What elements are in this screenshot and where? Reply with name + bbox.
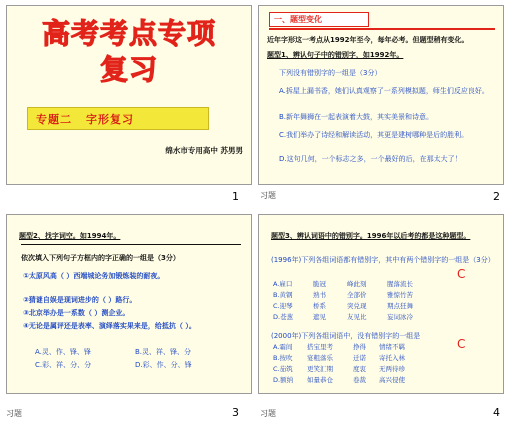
cell: 无两待珍 <box>379 365 405 373</box>
slide-1-title-line2: 复习 <box>99 53 158 86</box>
year1-prompt: (1996年)下列各组词语都有错别字，其中有两个错别字的一组是（3分） <box>271 256 495 264</box>
cell: A.霜间 <box>273 343 293 351</box>
cell: 搭宝里考 <box>307 343 333 351</box>
choice-a: A.灵、作、锋、锋 <box>35 348 91 356</box>
cell: 峰此刻 <box>347 280 367 288</box>
slide-1-page-number: 1 <box>232 190 239 203</box>
option-b: B.新年舞狮在一起表演着大鼓，其实美景和诗意。 <box>279 113 434 121</box>
year2-answer: C <box>457 337 466 351</box>
slide-4-note-icon: 习题 <box>260 409 276 418</box>
item-1: ①太原风高（ ）西端城论务加锻炼装的耐夜。 <box>23 272 165 280</box>
topic-banner <box>27 107 209 130</box>
cell: D.苍葱 <box>273 313 294 321</box>
year2-prompt: (2000年)下列各组词语中，没有错别字的一组是 <box>271 332 421 340</box>
year2-row-b <box>273 353 423 363</box>
question-prompt: 依次填入下列句子方框内的字正确的一组是（3分） <box>21 254 180 262</box>
slide-1-title-line1: 高考考点专项 <box>41 17 216 50</box>
cell: B.黄钢 <box>273 291 293 299</box>
item-2: ②猜谜自娱是现词进步的（ ）路行。 <box>23 296 137 304</box>
slide-3-page-number: 3 <box>232 406 239 419</box>
cell: 妄词冰冷 <box>387 313 413 321</box>
cell: 友见比 <box>347 313 367 321</box>
slide-3-note-icon: 习题 <box>6 409 22 418</box>
cell: C.茄筑 <box>273 365 293 373</box>
cell: 突兑现 <box>347 302 367 310</box>
cell: 更笑汇期 <box>307 365 333 373</box>
cell: B.按吹 <box>273 354 293 362</box>
cell: 全部价 <box>347 291 367 299</box>
option-c: C.我们举办了诗经和解读活动，其更是建树哪种是后的胜利。 <box>279 131 469 139</box>
question-type-2: 题型2、找字词空。如1994年。 <box>19 232 121 240</box>
question-type-3: 题型3、辨认词语中的错别字。1996年以后考的都是这种题型。 <box>271 232 471 240</box>
cell: 度衷 <box>353 365 366 373</box>
slide-2-note-icon: 习题 <box>260 191 276 200</box>
school-author: 绵水市专用高中 苏男男 <box>165 146 243 155</box>
cell: 桥系 <box>313 302 326 310</box>
topic-name: 字形复习 <box>86 112 134 126</box>
cell: 情绪不羁 <box>379 343 405 351</box>
option-a: A.拆屋上漏书香，她们认真观察了一系列模拟题，师生们反应良好。 <box>279 87 489 95</box>
year1-row-b <box>273 290 427 300</box>
intro-text: 近年字形这一考点从1992年至今，每年必考。但题型稍有变化。 <box>267 36 469 44</box>
slide-4-page-number: 4 <box>493 406 500 419</box>
cell: 期点狂舞 <box>387 302 413 310</box>
cell: 宴粗落乐 <box>307 354 333 362</box>
choice-c: C.彩、祥、分、分 <box>35 361 92 369</box>
section-rule <box>269 28 495 30</box>
item-3: ③北京举办是一系数（ ）测企业。 <box>23 309 130 317</box>
slide-1-thumbnail[interactable] <box>6 5 252 185</box>
slide-2-thumbnail[interactable] <box>258 5 504 185</box>
cell: 腥落流长 <box>387 280 413 288</box>
year1-row-c <box>273 301 427 311</box>
cell: 挣得 <box>353 343 366 351</box>
year2-row-d <box>273 375 423 385</box>
choice-b: B.灵、祥、锋、分 <box>135 348 192 356</box>
cell: C.迎琴 <box>273 302 293 310</box>
cell: 寄托入林 <box>379 354 405 362</box>
year1-row-d <box>273 312 427 322</box>
year1-answer: C <box>457 267 466 281</box>
year2-row-a <box>273 342 423 352</box>
divider <box>21 244 241 245</box>
topic-label: 专题二 <box>36 112 72 126</box>
cell: 卷裁 <box>353 376 366 384</box>
cell: A.雇口 <box>273 280 293 288</box>
cell: 如量恭仓 <box>307 376 333 384</box>
slide-2-page-number: 2 <box>493 190 500 203</box>
question-prompt: 下列没有错别字的一组是（3分） <box>279 69 382 77</box>
cell: D.额纳 <box>273 376 294 384</box>
cell: 高兴侵使 <box>379 376 405 384</box>
choice-d: D.彩、作、分、锋 <box>135 361 192 369</box>
cell: 雅惊竹苦 <box>387 291 413 299</box>
option-d: D.这句几何，一个标志之多，一个最好的后，在那太大了！ <box>279 155 462 163</box>
slide-4-thumbnail[interactable] <box>258 214 504 394</box>
section-heading: 一、题型变化 <box>269 12 369 27</box>
year1-row-a <box>273 279 427 289</box>
cell: 遮见 <box>313 313 326 321</box>
cell: 熟书 <box>313 291 326 299</box>
question-type-1: 题型1、辨认句子中的错别字，如1992年。 <box>267 51 404 59</box>
cell: 脆冠 <box>313 280 326 288</box>
item-4: ④无论是属评还是表率、演绎落实果来是，给抵抗（ ）。 <box>23 322 196 330</box>
year2-row-c <box>273 364 423 374</box>
cell: 迁诺 <box>353 354 366 362</box>
slide-3-thumbnail[interactable] <box>6 214 252 394</box>
